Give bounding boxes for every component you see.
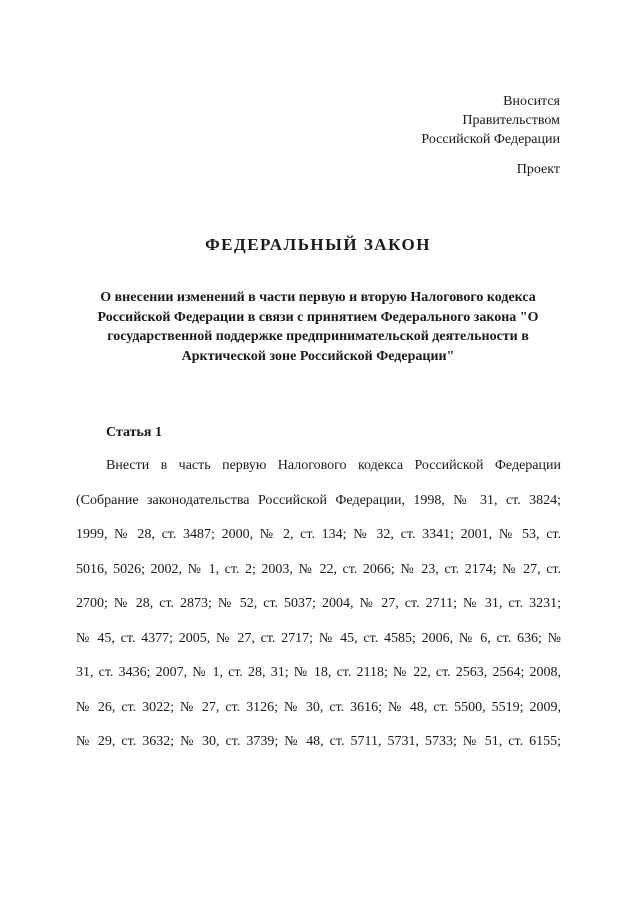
body-line: 1999, № 28, ст. 3487; 2000, № 2, ст. 134; № 32, ст. 3341; 2001, № 53, ст. <box>76 527 561 542</box>
body-line: Внести в часть первую Налогового кодекса Российской Федерации <box>106 458 561 473</box>
body-line: № 45, ст. 4377; 2005, № 27, ст. 2717; № 45, ст. 4585; 2006, № 6, ст. 636; № <box>76 630 561 646</box>
body-line: № 29, ст. 3632; № 30, ст. 3739; № 48, ст. 5711, 5731, 5733; № 51, ст. 6155; <box>76 734 561 749</box>
body-line: 2700; № 28, ст. 2873; № 52, ст. 5037; 2004, № 27, ст. 2711; № 31, ст. 3231; <box>76 596 561 611</box>
submitter-line: Российской Федерации <box>421 132 560 147</box>
document-type-heading: ФЕДЕРАЛЬНЫЙ ЗАКОН <box>205 235 431 254</box>
article-heading: Статья 1 <box>106 425 162 440</box>
title-line: государственной поддержке предпринимательской деятельности в <box>107 329 529 344</box>
submitter-line: Правительством <box>462 113 560 128</box>
title-line: Российской Федерации в связи с принятием Федерального закона "О <box>97 309 539 325</box>
title-line: О внесении изменений в части первую и вторую Налогового кодекса <box>100 290 536 305</box>
body-line: (Собрание законодательства Российской Федерации, 1998, № 31, ст. 3824; <box>76 492 561 508</box>
draft-label: Проект <box>516 162 560 177</box>
submitter-line: Вносится <box>503 94 560 109</box>
body-line: 31, ст. 3436; 2007, № 1, ст. 28, 31; № 18, ст. 2118; № 22, ст. 2563, 2564; 2008, <box>76 665 561 680</box>
title-line: Арктической зоне Российской Федерации" <box>181 348 455 364</box>
body-line: № 26, ст. 3022; № 27, ст. 3126; № 30, ст. 3616; № 48, ст. 5500, 5519; 2009, <box>76 699 561 715</box>
submitter-block <box>421 92 560 149</box>
document-title <box>70 288 566 366</box>
article-body <box>76 456 561 767</box>
body-line: 5016, 5026; 2002, № 1, ст. 2; 2003, № 22, ст. 2066; № 23, ст. 2174; № 27, ст. <box>76 561 561 577</box>
